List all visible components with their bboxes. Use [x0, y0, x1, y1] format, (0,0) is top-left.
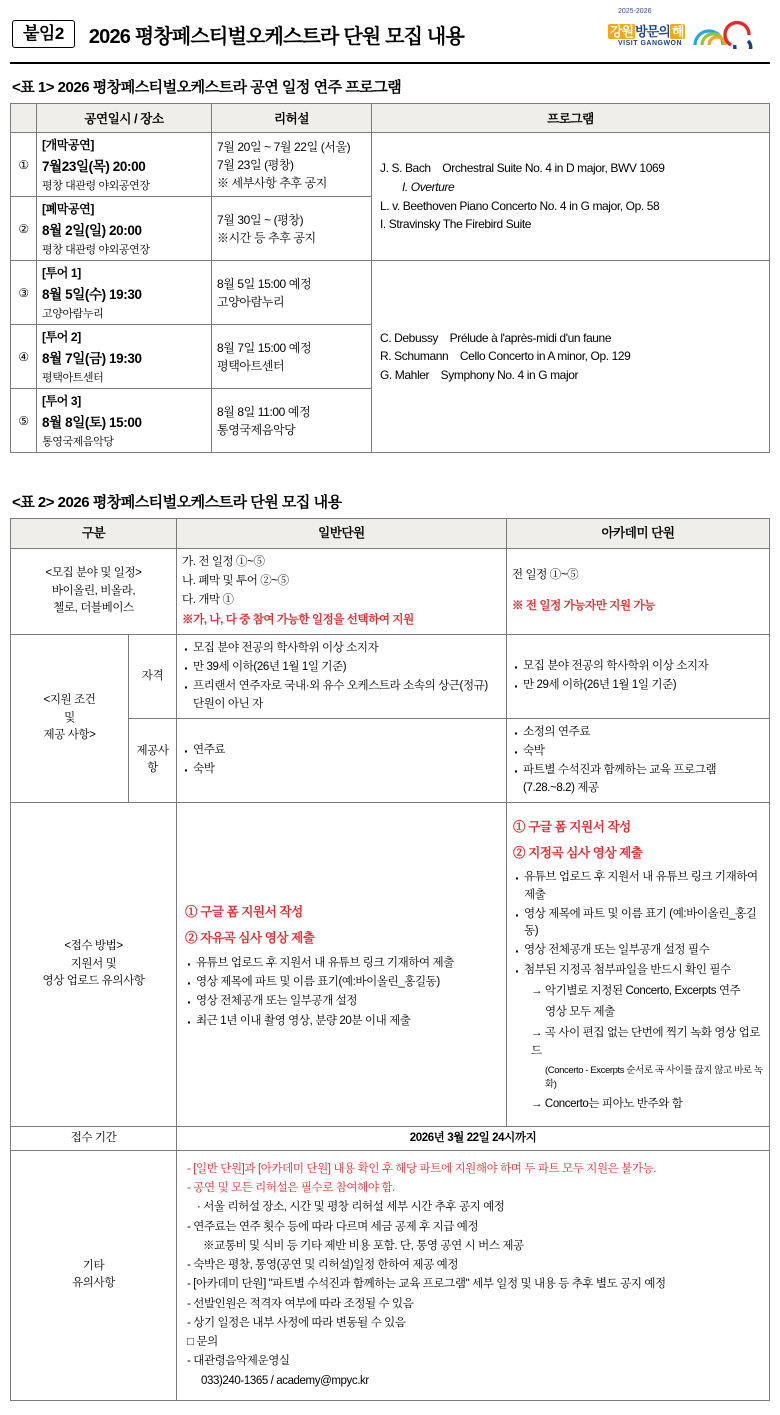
application-detail: 영상 모두 제출: [545, 1006, 615, 1018]
program-line: R. Schumann Cello Concerto in A minor, Op. 129: [380, 349, 631, 364]
field-schedule-academy: [507, 548, 770, 634]
field-schedule-general: [177, 548, 507, 634]
etc-item-contact-office: - 대관령음악제운영실: [187, 1355, 290, 1368]
row-number: ②: [11, 197, 37, 261]
etc-item-contact-info: 033)240-1365 / academy@mpyc.kr: [201, 1374, 369, 1387]
rehearsal-line: 8월 7일 15:00 예정: [217, 340, 312, 355]
logo-wordmark: [608, 15, 768, 52]
row-rehearsal: [212, 197, 372, 261]
label-line: <모집 분야 및 일정>: [45, 567, 142, 580]
logo-korean-text: [608, 21, 685, 40]
application-detail: → Concerto는 피아노 반주와 함: [531, 1098, 683, 1111]
schedule-option: 나. 폐막 및 투어 ②~⑤: [182, 575, 289, 587]
schedule-option: 전 일정 ①~⑤: [512, 569, 579, 581]
row-tag: [개막공연]: [42, 138, 94, 152]
row-number: ⑤: [11, 389, 37, 453]
provision-item: · 숙박: [512, 743, 764, 760]
qualification-general: [177, 634, 507, 718]
application-note: · 유튜브 업로드 후 지원서 내 유튜브 링크 기재하여 제출: [513, 869, 763, 904]
etc-label: [11, 1150, 177, 1400]
rehearsal-line: 7월 30일 ~ (평창): [217, 212, 304, 227]
row-date: 8월 2일(일) 20:00: [42, 223, 142, 238]
row-number: ③: [11, 261, 37, 325]
qualification-item: · 만 39세 이하(26년 1월 1일 기준): [182, 659, 501, 676]
label-line: 지원서 및: [70, 957, 117, 970]
qualification-item: · 모집 분야 전공의 학사학위 이상 소지자: [512, 658, 764, 675]
row-datetime: [37, 325, 212, 389]
header-cell-general: 일반단원: [177, 519, 507, 549]
etc-item-warning: - 공연 및 모든 리허설은 필수로 참여해야 함.: [187, 1182, 395, 1194]
field-schedule-label: [11, 548, 177, 634]
schedule-note: ※ 전 일정 가능자만 지원 가능: [512, 600, 655, 613]
label-line: <지원 조건: [43, 694, 96, 707]
program-line: I. Stravinsky The Firebird Suite: [380, 217, 532, 232]
label-line: 첼로, 더블베이스: [53, 601, 134, 614]
etc-item: - 상기 일정은 내부 사정에 따라 변동될 수 있음: [187, 1316, 406, 1329]
table-header-row: [11, 519, 770, 549]
program-opening: [372, 133, 770, 261]
table2-caption: <표 2> 2026 평창페스티벌오케스트라 단원 모집 내용: [12, 494, 342, 511]
deadline-label: 접수 기간: [11, 1126, 177, 1150]
row-datetime: [37, 133, 212, 197]
rehearsal-line: 고양아람누리: [217, 294, 285, 309]
logo-english-text: VISIT GANGWON: [618, 39, 683, 47]
schedule-note: ※가, 나, 다 중 참여 가능한 일정을 선택하여 지원: [182, 613, 414, 626]
label-line: 및: [64, 711, 75, 724]
gangwon-logo: [608, 8, 768, 56]
row-tag: [투어 3]: [42, 394, 81, 408]
etc-item: - 연주료는 연주 횟수 등에 따라 다르며 세금 공제 후 지급 예정: [187, 1220, 479, 1233]
application-step: ① 구글 폼 지원서 작성: [513, 819, 631, 834]
rehearsal-line: 평택아트센터: [217, 358, 285, 373]
application-academy: [507, 802, 770, 1126]
header-cell-program: 프로그램: [372, 104, 770, 133]
row-venue: 평택아트센터: [42, 372, 104, 384]
qualification-academy: [507, 634, 770, 718]
application-steps: [513, 818, 763, 863]
logo-kr-2: 방문의: [635, 23, 670, 39]
etc-item: - [아카데미 단원] "파트별 수석진과 함께하는 교육 프로그램" 세부 일정 및 내용 등 추후 별도 공지 예정: [187, 1278, 666, 1291]
label-line: 유의사항: [72, 1277, 115, 1290]
application-note: · 유튜브 업로드 후 지원서 내 유튜브 링크 기재하여 제출: [185, 955, 498, 972]
row-venue: 고양아람누리: [42, 308, 104, 320]
label-line: 바이올린, 비올라,: [51, 584, 136, 597]
row-venue: 평창 대관령 야외공연장: [42, 180, 150, 192]
condition-label: [11, 634, 129, 802]
etc-item: - 숙박은 평창, 통영(공연 및 리허설)일정 한하여 제공 예정: [187, 1259, 459, 1271]
application-note: · 최근 1년 이내 촬영 영상, 분량 20분 이내 제출: [185, 1013, 498, 1030]
rehearsal-line: 8월 5일 15:00 예정: [217, 276, 312, 291]
attachment-badge: 붙임2: [12, 20, 75, 48]
row-date: 8월 5일(수) 19:30: [42, 287, 142, 302]
rehearsal-line: ※시간 등 추후 공지: [217, 230, 316, 245]
rehearsal-line: 7월 20일 ~ 7월 22일 (서울): [217, 139, 351, 154]
row-datetime: [37, 261, 212, 325]
application-note: · 영상 제목에 파트 및 이름 표기 (예:바이올린_홍길동): [513, 906, 763, 941]
application-detail: (Concerto - Excerpts 순서로 곡 사이를 끊지 않고 바로 녹화): [545, 1064, 763, 1090]
row-number: ④: [11, 325, 37, 389]
qualification-row: [11, 634, 770, 718]
rehearsal-line: 8월 8일 11:00 예정: [217, 404, 311, 419]
row-date: 8월 8일(토) 15:00: [42, 415, 142, 430]
program-line: L. v. Beethoven Piano Concerto No. 4 in G major, Op. 58: [380, 198, 660, 213]
table-row: [11, 133, 770, 197]
application-step: ② 자유곡 심사 영상 제출: [185, 931, 315, 946]
label-line: 제공 사항>: [43, 728, 96, 741]
rainbow-arc-icon: [691, 15, 753, 52]
application-detail: → 악기별로 지정된 Concerto, Excerpts 연주: [531, 984, 741, 997]
row-venue: 평창 대관령 야외공연장: [42, 244, 150, 256]
deadline-row: [11, 1126, 770, 1150]
application-general: [177, 802, 507, 1126]
application-step: ② 지정곡 심사 영상 제출: [513, 845, 643, 860]
qualification-item: · 만 29세 이하(26년 1월 1일 기준): [512, 677, 764, 694]
logo-years: 2025-2026: [618, 8, 652, 15]
qualification-item: · 프리랜서 연주자로 국내·외 유수 오케스트라 소속의 상근(정규) 단원이 아닌 자: [182, 678, 501, 713]
row-datetime: [37, 389, 212, 453]
application-step: ① 구글 폼 지원서 작성: [185, 905, 303, 920]
table-header-row: [11, 104, 770, 133]
recruitment-details-table: [10, 518, 770, 1401]
provision-academy: [507, 718, 770, 802]
program-line: G. Mahler Symphony No. 4 in G major: [380, 367, 579, 382]
header-cell-rehearsal: 리허설: [212, 104, 372, 133]
performance-schedule-table: [10, 103, 770, 453]
schedule-option: 가. 전 일정 ①~⑤: [182, 555, 265, 568]
etc-item-contact-heading: □ 문의: [187, 1336, 218, 1348]
page-title: 2026 평창페스티벌오케스트라 단원 모집 내용: [88, 25, 464, 48]
header-cell-category: 구분: [11, 519, 177, 549]
header-cell-academy: 아카데미 단원: [507, 519, 770, 549]
etc-item: ※교통비 및 식비 등 기타 제반 비용 포함. 단, 통영 공연 시 버스 제공: [203, 1239, 524, 1252]
label-line: 영상 업로드 유의사항: [42, 974, 145, 987]
application-steps: [185, 903, 498, 948]
row-tag: [투어 1]: [42, 266, 81, 280]
header-cell-no: [11, 104, 37, 133]
application-detail: → 곡 사이 편집 없는 단번에 찍기 녹화 영상 업로드: [531, 1027, 761, 1057]
provision-item: · 파트별 수석진과 함께하는 교육 프로그램(7.28.~8.2) 제공: [512, 762, 764, 797]
row-number: ①: [11, 133, 37, 197]
provision-label: 제공사항: [129, 718, 177, 802]
logo-kr-3: 해: [671, 23, 684, 39]
label-line: 기타: [82, 1260, 105, 1272]
row-rehearsal: [212, 325, 372, 389]
row-date: 8월 7일(금) 19:30: [42, 351, 142, 366]
row-rehearsal: [212, 389, 372, 453]
section-spacer: [10, 453, 770, 479]
provision-item: · 소정의 연주료: [512, 724, 764, 741]
label-line: <접수 방법>: [64, 940, 123, 953]
document-header: [10, 8, 770, 64]
etc-item-warning: - [일반 단원]과 [아카데미 단원] 내용 확인 후 해당 파트에 지원해야 하며 두 파트 모두 지원은 불가능.: [187, 1162, 657, 1175]
program-tour: [372, 261, 770, 453]
rehearsal-line: 통영국제음악당: [217, 422, 296, 437]
row-tag: [폐막공연]: [42, 202, 94, 216]
provision-general: [177, 718, 507, 802]
rehearsal-line: ※ 세부사항 추후 공지: [217, 175, 327, 190]
application-note: · 영상 전체공개 또는 일부공개 설정 필수: [513, 942, 763, 959]
rehearsal-line: 7월 23일 (평창): [217, 157, 294, 172]
etc-item: · 서울 리허설 장소, 시간 및 평창 리허설 세부 시간 추후 공지 예정: [197, 1201, 505, 1214]
header-cell-datetime: 공연일시 / 장소: [37, 104, 212, 133]
row-rehearsal: [212, 133, 372, 197]
etc-row: [11, 1150, 770, 1400]
qualification-item: · 모집 분야 전공의 학사학위 이상 소지자: [182, 640, 501, 657]
program-line: I. Overture: [402, 179, 455, 194]
row-datetime: [37, 197, 212, 261]
application-method-label: [11, 802, 177, 1126]
program-line: J. S. Bach Orchestral Suite No. 4 in D major, BWV 1069: [380, 161, 665, 176]
row-rehearsal: [212, 261, 372, 325]
program-line: C. Debussy Prélude à l'après-midi d'un faune: [380, 330, 612, 345]
etc-content: [177, 1150, 770, 1400]
qualification-label: 자격: [129, 634, 177, 718]
provision-item: · 연주료: [182, 742, 501, 759]
application-note: · 첨부된 지정곡 첨부파일을 반드시 확인 필수: [513, 962, 763, 979]
table-row: [11, 261, 770, 325]
application-method-row: [11, 802, 770, 1126]
deadline-value: 2026년 3월 22일 24시까지: [177, 1126, 770, 1150]
schedule-option: 다. 개막 ①: [182, 594, 234, 607]
application-note: · 영상 제목에 파트 및 이름 표기(예:바이올린_홍길동): [185, 974, 498, 991]
field-schedule-row: [11, 548, 770, 634]
logo-kr-1: 강원: [610, 23, 634, 39]
row-venue: 통영국제음악당: [42, 436, 114, 448]
etc-item: - 선발인원은 적격자 여부에 따라 조정될 수 있음: [187, 1297, 414, 1310]
table1-caption: <표 1> 2026 평창페스티벌오케스트라 공연 일정 연주 프로그램: [12, 79, 402, 96]
spacer-line: [512, 586, 764, 596]
row-tag: [투어 2]: [42, 330, 81, 344]
provision-item: · 숙박: [182, 761, 501, 778]
row-date: 7월23일(목) 20:00: [42, 159, 146, 174]
application-note: · 영상 전체공개 또는 일부공개 설정: [185, 993, 498, 1010]
